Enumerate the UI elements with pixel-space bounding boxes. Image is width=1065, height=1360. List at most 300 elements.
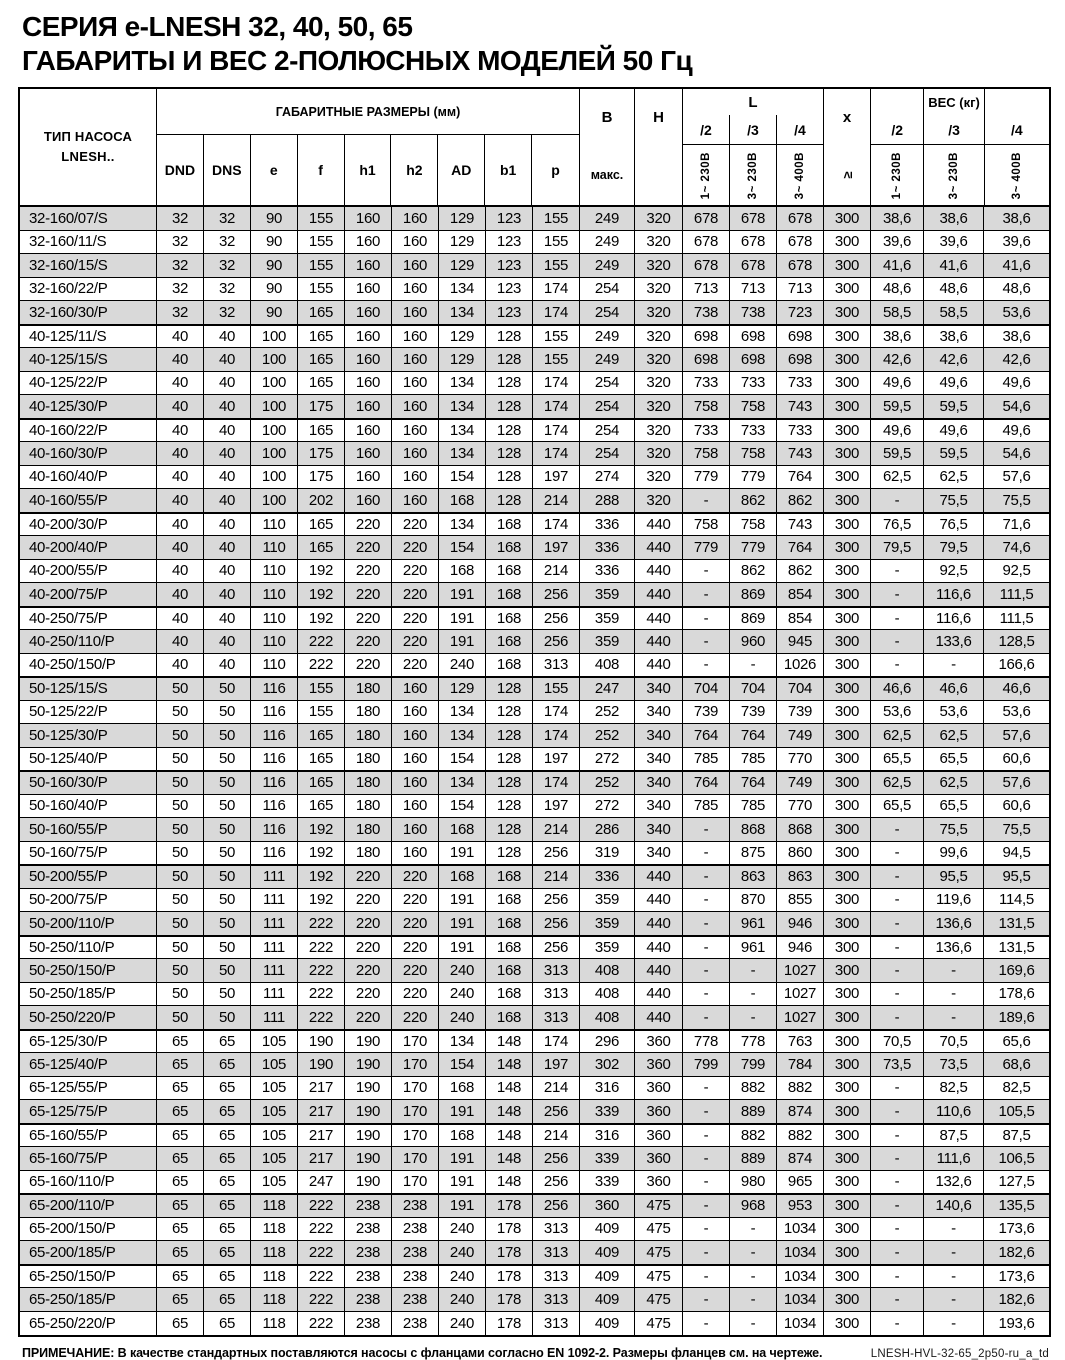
table-row	[20, 677, 1049, 701]
value-cell: 90	[251, 231, 298, 254]
value-cell: 678	[683, 207, 730, 230]
value-cell: 190	[298, 1053, 345, 1076]
value-cell: 174	[533, 420, 580, 442]
value-cell: 116	[251, 748, 298, 771]
value-cell: 50	[204, 889, 251, 912]
value-cell: 155	[533, 207, 580, 230]
value-cell: 42,6	[1002, 350, 1031, 368]
value-cell: 300	[824, 395, 871, 418]
value-cell: 764	[730, 772, 777, 794]
value-cell: 300	[824, 231, 871, 254]
value-cell: 128	[486, 772, 533, 794]
value-cell: 855	[777, 889, 824, 912]
table-row	[20, 442, 1049, 466]
value-cell: -	[871, 1266, 924, 1288]
table-row	[20, 889, 1049, 913]
table-row	[20, 419, 1049, 443]
value-cell: 249	[580, 207, 635, 230]
value-cell: 220	[392, 983, 439, 1006]
model-cell: 32-160/07/S	[20, 207, 157, 230]
value-cell: 50	[204, 937, 251, 959]
l-group	[683, 89, 824, 205]
value-cell: 100	[251, 420, 298, 442]
value-cell: 440	[635, 608, 683, 630]
value-cell: 65	[157, 1053, 204, 1076]
value-cell: 272	[580, 795, 635, 818]
value-cell: 238	[345, 1266, 392, 1288]
value-cell: 114,5	[999, 891, 1034, 909]
value-cell: 160	[392, 748, 439, 771]
value-cell: 165	[298, 536, 345, 559]
value-cell: 778	[683, 1031, 730, 1053]
value-cell: 220	[392, 654, 439, 677]
value-cell: 129	[439, 678, 486, 700]
value-cell: 222	[298, 1241, 345, 1264]
value-cell: 238	[345, 1195, 392, 1217]
value-cell: 65	[157, 1100, 204, 1123]
value-cell: 272	[580, 748, 635, 771]
value-cell: 174	[533, 1031, 580, 1053]
table-row	[20, 1100, 1049, 1124]
value-cell: 799	[730, 1053, 777, 1076]
value-cell: 217	[298, 1125, 345, 1147]
value-cell: 134	[439, 420, 486, 442]
value-cell: 40	[204, 326, 251, 348]
value-cell: 160	[392, 489, 439, 512]
value-cell: 40	[204, 466, 251, 489]
value-cell: 1034	[777, 1288, 824, 1311]
value-cell: 168	[486, 630, 533, 653]
value-cell: 50	[204, 795, 251, 818]
value-cell: 175	[298, 442, 345, 465]
dim-col-dnd: DND	[157, 135, 204, 205]
value-cell: 165	[298, 514, 345, 536]
value-cell: 131,5	[998, 914, 1035, 932]
value-cell: 191	[439, 842, 486, 865]
value-cell: 128	[486, 466, 533, 489]
value-cell: 360	[580, 1195, 635, 1217]
value-cell: 220	[392, 959, 439, 982]
value-cell: 340	[635, 818, 683, 841]
value-cell: 50	[204, 1006, 251, 1029]
value-cell: 180	[345, 678, 392, 700]
value-cell: 360	[635, 1100, 683, 1123]
value-cell: 160	[345, 466, 392, 489]
value-cell: 168	[439, 560, 486, 583]
value-cell: 313	[533, 959, 580, 982]
value-cell: -	[683, 983, 730, 1006]
weight-variant-4-column	[985, 89, 1049, 205]
model-cell: 40-200/40/P	[20, 536, 157, 559]
value-cell: 166,6	[998, 656, 1035, 674]
value-cell: 70,5	[924, 1031, 984, 1053]
value-cell: 50	[204, 701, 251, 724]
value-cell: 240	[439, 1288, 486, 1311]
value-cell: 254	[580, 301, 635, 324]
value-cell: 165	[298, 795, 345, 818]
value-cell: 440	[635, 889, 683, 912]
model-cell: 65-250/185/P	[20, 1288, 157, 1311]
table-row	[20, 724, 1049, 748]
value-cell: 111	[251, 937, 298, 959]
value-cell: 300	[824, 466, 871, 489]
value-cell: 220	[345, 608, 392, 630]
weight-variant-2-label: /2	[871, 115, 923, 145]
value-cell: 863	[777, 866, 824, 888]
l-variant-2-column	[683, 115, 730, 205]
value-cell: 75,5	[924, 489, 984, 512]
value-cell: 168	[439, 489, 486, 512]
value-cell: -	[871, 1077, 924, 1100]
value-cell: 134	[439, 514, 486, 536]
h-label: H	[653, 108, 664, 126]
value-cell: 300	[824, 1171, 871, 1194]
value-cell: 170	[392, 1031, 439, 1053]
table-row	[20, 1241, 1049, 1265]
table-row	[20, 842, 1049, 866]
model-cell: 40-250/110/P	[20, 630, 157, 653]
dim-col-b1: b1	[485, 135, 532, 205]
value-cell: 408	[580, 654, 635, 677]
l-variant-2-label: /2	[683, 115, 729, 145]
value-cell: 123	[486, 301, 533, 324]
value-cell: 698	[777, 348, 824, 371]
value-cell: 118	[251, 1288, 298, 1311]
value-cell: 300	[824, 1195, 871, 1217]
value-cell: 65	[157, 1266, 204, 1288]
value-cell: 53,6	[924, 701, 984, 724]
value-cell: 32	[157, 301, 204, 324]
value-cell: 128	[486, 701, 533, 724]
value-cell: 99,6	[924, 842, 984, 865]
value-cell: 440	[635, 630, 683, 653]
value-cell: 217	[298, 1077, 345, 1100]
value-cell: -	[871, 608, 924, 630]
b-max-label: макс.	[590, 168, 624, 183]
value-cell: 874	[777, 1100, 824, 1123]
value-cell: 240	[439, 959, 486, 982]
value-cell: 214	[533, 866, 580, 888]
value-cell: 763	[777, 1031, 824, 1053]
value-cell: 256	[533, 583, 580, 606]
value-cell: 65	[157, 1171, 204, 1194]
value-cell: 175	[298, 395, 345, 418]
value-cell: 440	[635, 1006, 683, 1029]
value-cell: 154	[439, 536, 486, 559]
value-cell: 180	[345, 772, 392, 794]
value-cell: 300	[824, 630, 871, 653]
model-cell: 32-160/11/S	[20, 231, 157, 254]
x-column-header	[824, 89, 871, 205]
value-cell: 53,6	[1002, 303, 1031, 321]
value-cell: 40	[204, 442, 251, 465]
value-cell: 723	[777, 301, 824, 324]
value-cell: 192	[298, 818, 345, 841]
value-cell: 128	[486, 326, 533, 348]
value-cell: -	[924, 1006, 984, 1029]
value-cell: 238	[345, 1218, 392, 1241]
table-body	[20, 207, 1049, 1335]
value-cell: 53,6	[871, 701, 924, 724]
value-cell: 116	[251, 678, 298, 700]
value-cell: 733	[683, 420, 730, 442]
table-row	[20, 1218, 1049, 1242]
value-cell: 38,6	[1002, 327, 1031, 345]
value-cell: 118	[251, 1241, 298, 1264]
value-cell: 174	[533, 301, 580, 324]
table-row	[20, 325, 1049, 349]
value-cell: 733	[730, 372, 777, 395]
value-cell: -	[683, 583, 730, 606]
value-cell: 870	[730, 889, 777, 912]
value-cell: 713	[777, 278, 824, 301]
value-cell: 192	[298, 583, 345, 606]
value-cell: 50	[157, 1006, 204, 1029]
value-cell: 50	[157, 889, 204, 912]
value-cell: 160	[392, 254, 439, 277]
value-cell: 160	[392, 842, 439, 865]
value-cell: 168	[486, 959, 533, 982]
value-cell: -	[683, 1195, 730, 1217]
weight-group-header: ВЕС (кг)	[928, 94, 980, 110]
value-cell: 961	[730, 912, 777, 935]
model-cell: 40-250/75/P	[20, 608, 157, 630]
value-cell: -	[924, 1241, 984, 1264]
value-cell: 336	[580, 866, 635, 888]
value-cell: 180	[345, 842, 392, 865]
value-cell: 134	[439, 1031, 486, 1053]
model-cell: 50-160/40/P	[20, 795, 157, 818]
value-cell: 220	[392, 608, 439, 630]
value-cell: 300	[824, 1077, 871, 1100]
value-cell: 300	[824, 254, 871, 277]
value-cell: 336	[580, 560, 635, 583]
value-cell: 190	[345, 1100, 392, 1123]
value-cell: 784	[777, 1053, 824, 1076]
value-cell: 168	[486, 983, 533, 1006]
value-cell: 214	[533, 489, 580, 512]
value-cell: 50	[157, 937, 204, 959]
value-cell: 300	[824, 1147, 871, 1170]
value-cell: 160	[345, 278, 392, 301]
model-cell: 50-160/30/P	[20, 772, 157, 794]
value-cell: 50	[204, 866, 251, 888]
value-cell: 238	[345, 1241, 392, 1264]
value-cell: -	[871, 959, 924, 982]
value-cell: 440	[635, 937, 683, 959]
value-cell: 127,5	[998, 1173, 1035, 1191]
value-cell: 178	[486, 1195, 533, 1217]
value-cell: 40	[204, 348, 251, 371]
l-voltage-3x230-label: 3~ 230В	[747, 151, 759, 199]
value-cell: 180	[345, 701, 392, 724]
value-cell: 359	[580, 937, 635, 959]
table-header	[20, 89, 1049, 207]
value-cell: 678	[730, 207, 777, 230]
value-cell: 40	[204, 514, 251, 536]
l-variant-4-label: /4	[777, 115, 823, 145]
value-cell: 160	[392, 231, 439, 254]
value-cell: 128	[486, 420, 533, 442]
value-cell: 733	[730, 420, 777, 442]
value-cell: 408	[580, 1006, 635, 1029]
value-cell: 320	[635, 326, 683, 348]
value-cell: -	[871, 1288, 924, 1311]
value-cell: 105	[251, 1100, 298, 1123]
value-cell: 155	[298, 231, 345, 254]
value-cell: 192	[298, 842, 345, 865]
table-row	[20, 1288, 1049, 1312]
value-cell: 1027	[777, 983, 824, 1006]
value-cell: 256	[533, 889, 580, 912]
value-cell: 739	[777, 701, 824, 724]
value-cell: 240	[439, 1006, 486, 1029]
page-footer	[18, 1346, 1051, 1360]
value-cell: 220	[392, 866, 439, 888]
model-cell: 40-160/30/P	[20, 442, 157, 465]
value-cell: 165	[298, 748, 345, 771]
table-row	[20, 607, 1049, 631]
value-cell: 339	[580, 1147, 635, 1170]
value-cell: 40	[157, 420, 204, 442]
value-cell: 300	[824, 701, 871, 724]
value-cell: 182,6	[998, 1290, 1035, 1308]
value-cell: 220	[345, 583, 392, 606]
value-cell: 65	[204, 1100, 251, 1123]
value-cell: 165	[298, 348, 345, 371]
value-cell: 134	[439, 278, 486, 301]
value-cell: 220	[392, 536, 439, 559]
value-cell: 165	[298, 372, 345, 395]
table-row	[20, 301, 1049, 325]
value-cell: 302	[580, 1053, 635, 1076]
value-cell: 174	[533, 395, 580, 418]
model-cell: 65-160/110/P	[20, 1171, 157, 1194]
h-column-header	[635, 89, 683, 205]
model-cell: 50-250/150/P	[20, 959, 157, 982]
value-cell: 76,5	[871, 514, 924, 536]
value-cell: 875	[730, 842, 777, 865]
table-row	[20, 1006, 1049, 1030]
value-cell: 249	[580, 348, 635, 371]
value-cell: 129	[439, 231, 486, 254]
value-cell: 148	[486, 1100, 533, 1123]
value-cell: 240	[439, 1218, 486, 1241]
value-cell: 116	[251, 795, 298, 818]
page-title-line2: ГАБАРИТЫ И ВЕС 2-ПОЛЮСНЫХ МОДЕЛЕЙ 50 Гц	[22, 44, 693, 76]
value-cell: 220	[392, 1006, 439, 1029]
table-row	[20, 395, 1049, 419]
value-cell: 155	[533, 348, 580, 371]
value-cell: -	[683, 818, 730, 841]
value-cell: 65	[157, 1125, 204, 1147]
value-cell: 50	[204, 724, 251, 747]
table-row	[20, 1171, 1049, 1195]
value-cell: 100	[251, 326, 298, 348]
value-cell: 87,5	[924, 1125, 984, 1147]
value-cell: 316	[580, 1125, 635, 1147]
table-row	[20, 536, 1049, 560]
value-cell: 360	[635, 1171, 683, 1194]
value-cell: 220	[345, 866, 392, 888]
value-cell: 174	[533, 514, 580, 536]
value-cell: 111	[251, 889, 298, 912]
value-cell: 40	[204, 420, 251, 442]
value-cell: 408	[580, 983, 635, 1006]
value-cell: 678	[777, 254, 824, 277]
value-cell: 360	[635, 1125, 683, 1147]
value-cell: 320	[635, 395, 683, 418]
dim-col-h1: h1	[345, 135, 392, 205]
value-cell: 160	[345, 489, 392, 512]
value-cell: 160	[392, 207, 439, 230]
value-cell: 110	[251, 608, 298, 630]
model-cell: 50-125/40/P	[20, 748, 157, 771]
value-cell: 92,5	[924, 560, 984, 583]
weight-variant-3-column	[924, 89, 984, 205]
value-cell: 475	[635, 1241, 683, 1264]
value-cell: 733	[777, 372, 824, 395]
value-cell: 300	[824, 560, 871, 583]
value-cell: 313	[533, 1266, 580, 1288]
model-cell: 65-125/75/P	[20, 1100, 157, 1123]
value-cell: 60,6	[1002, 750, 1031, 768]
value-cell: 254	[580, 372, 635, 395]
value-cell: 320	[635, 489, 683, 512]
value-cell: 148	[486, 1053, 533, 1076]
value-cell: 359	[580, 608, 635, 630]
value-cell: 128	[486, 795, 533, 818]
value-cell: 174	[533, 372, 580, 395]
model-cell: 65-200/150/P	[20, 1218, 157, 1241]
value-cell: 217	[298, 1100, 345, 1123]
model-cell: 40-200/75/P	[20, 583, 157, 606]
model-cell: 40-250/150/P	[20, 654, 157, 677]
value-cell: 94,5	[1002, 844, 1031, 862]
table-row	[20, 936, 1049, 960]
value-cell: 49,6	[924, 420, 984, 442]
value-cell: 222	[298, 912, 345, 935]
table-row	[20, 701, 1049, 725]
value-cell: 65	[204, 1312, 251, 1336]
value-cell: 256	[533, 608, 580, 630]
value-cell: 738	[683, 301, 730, 324]
value-cell: 475	[635, 1266, 683, 1288]
l-variant-4-column	[777, 115, 823, 205]
value-cell: 148	[486, 1171, 533, 1194]
value-cell: 191	[439, 1195, 486, 1217]
value-cell: 785	[730, 795, 777, 818]
value-cell: 704	[683, 678, 730, 700]
value-cell: 743	[777, 514, 824, 536]
value-cell: 46,6	[871, 678, 924, 700]
value-cell: 409	[580, 1218, 635, 1241]
value-cell: 882	[777, 1077, 824, 1100]
value-cell: -	[871, 912, 924, 935]
value-cell: 105	[251, 1171, 298, 1194]
value-cell: -	[683, 842, 730, 865]
value-cell: 53,6	[1002, 703, 1031, 721]
value-cell: 49,6	[1002, 374, 1031, 392]
model-cell: 40-200/55/P	[20, 560, 157, 583]
value-cell: 165	[298, 772, 345, 794]
value-cell: -	[730, 1241, 777, 1264]
value-cell: 1034	[777, 1266, 824, 1288]
value-cell: -	[683, 1266, 730, 1288]
value-cell: -	[683, 1147, 730, 1170]
value-cell: 779	[730, 536, 777, 559]
value-cell: 154	[439, 466, 486, 489]
